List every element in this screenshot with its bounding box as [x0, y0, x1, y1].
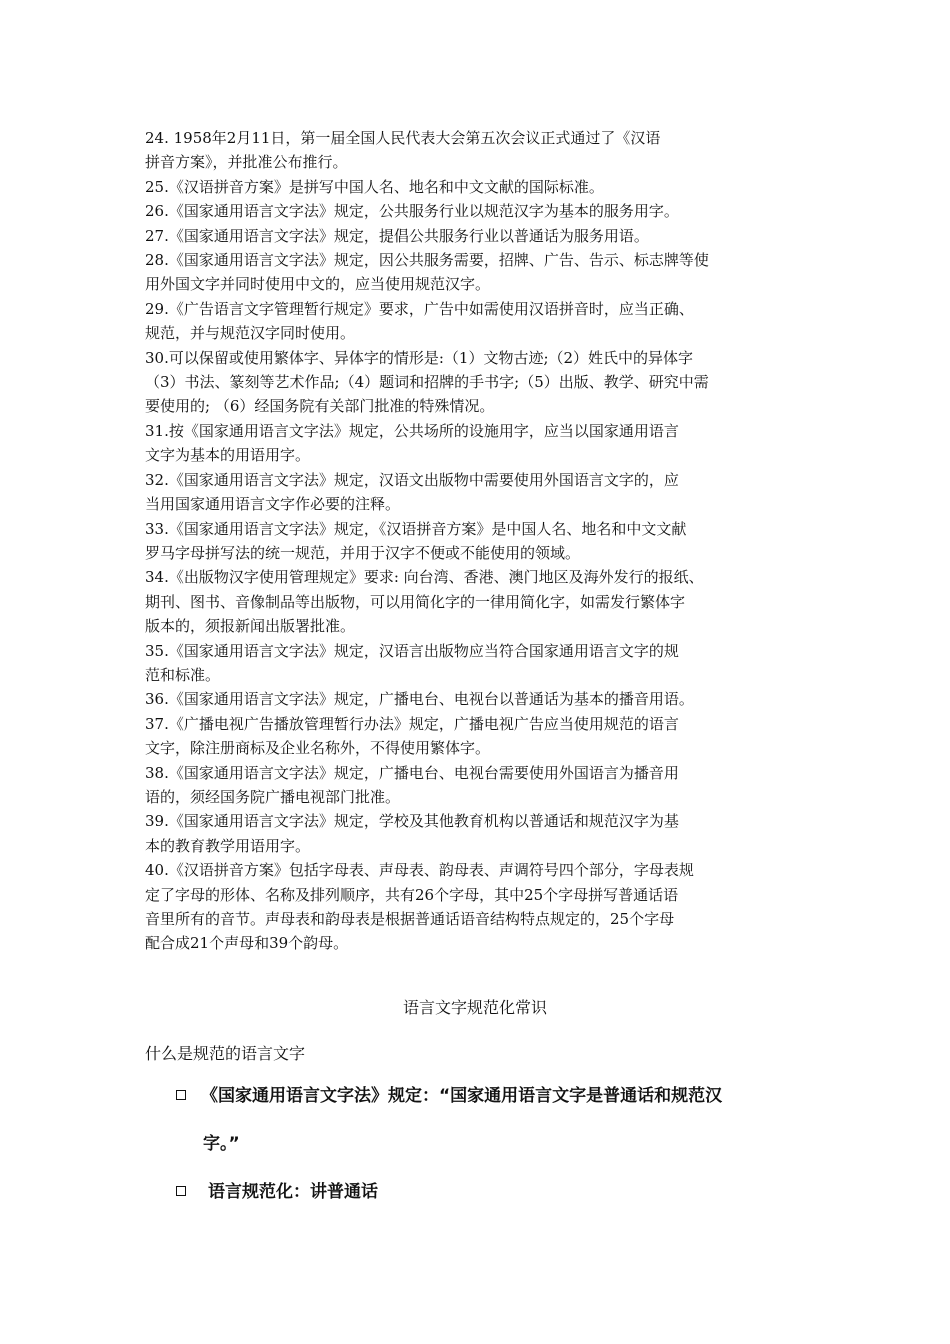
sub-title: 什么是规范的语言文字 — [145, 1044, 306, 1063]
list-item: 39.《国家通用语言文字法》规定，学校及其他教育机构以普通话和规范汉字为基 本的教育教学用语用字。 — [145, 812, 679, 855]
list-item: 24. 1958年2月11日，第一届全国人民代表大会第五次会议正式通过了《汉语 拼音方案》，并批准公布推行。 — [145, 129, 661, 172]
bullet-text-continuation: 字。” — [203, 1134, 240, 1154]
list-item: 26.《国家通用语言文字法》规定，公共服务行业以规范汉字为基本的服务用字。 — [145, 202, 679, 221]
list-item: 37.《广播电视广告播放管理暂行办法》规定，广播电视广告应当使用规范的语言 文字，除注册商标及企业名称外，不得使用繁体字。 — [145, 714, 679, 758]
list-item: 27.《国家通用语言文字法》规定，提倡公共服务行业以普通话为服务用语。 — [145, 226, 649, 245]
list-item: 25.《汉语拼音方案》是拼写中国人名、地名和中文文献的国际标准。 — [145, 177, 604, 196]
list-item: 31.按《国家通用语言文字法》规定，公共场所的设施用字，应当以国家通用语言 文字为基本的用语用字。 — [145, 421, 679, 465]
list-item: 33.《国家通用语言文字法》规定，《汉语拼音方案》是中国人名、地名和中文文献 罗马字母拼写法的统一规范，并用于汉字不便或不能使用的领域。 — [145, 519, 687, 562]
list-item: 28.《国家通用语言文字法》规定，因公共服务需要，招牌、广告、告示、标志牌等使 用外国文字并同时使用中文的，应当使用规范汉字。 — [145, 251, 709, 294]
list-item: 30.可以保留或使用繁体字、异体字的情形是:（1）文物古迹;（2）姓氏中的异体字 （3）书法、篆刻等艺术作品;（4）题词和招牌的手书字;（5）出版、教学、研究中需 要使用的; （6）经国务院有关部门批准的特殊情况。 — [145, 348, 709, 416]
list-item: 36.《国家通用语言文字法》规定，广播电台、电视台以普通话为基本的播音用语。 — [145, 690, 694, 709]
checkbox-square-icon — [176, 1090, 186, 1100]
list-item: 34.《出版物汉字使用管理规定》要求: 向台湾、香港、澳门地区及海外发行的报纸、 期刊、图书、音像制品等出版物，可以用简化字的一律用简化字，如需发行繁体字 版本的，须报新闻出版署批准。 — [145, 568, 704, 636]
list-item: 38.《国家通用语言文字法》规定，广播电台、电视台需要使用外国语言为播音用 语的，须经国务院广播电视部门批准。 — [145, 763, 679, 806]
list-item: 40.《汉语拼音方案》包括字母表、声母表、韵母表、声调符号四个部分，字母表规 定了字母的形体、名称及排列顺序，共有26个字母，其中25个字母拼写普通话语 音里所有的音节。声母表和韵母表是根据普通话语音结构特点规定的，25个字母 配合成21个声母和39个韵母。 — [145, 861, 694, 953]
section-title: 语言文字规范化常识 — [402, 998, 547, 1017]
list-item: 29.《广告语言文字管理暂行规定》要求，广告中如需使用汉语拼音时，应当正确、 规范，并与规范汉字同时使用。 — [145, 299, 694, 343]
list-item: 35.《国家通用语言文字法》规定，汉语言出版物应当符合国家通用语言文字的规 范和标准。 — [145, 641, 679, 684]
numbered-list — [145, 126, 810, 956]
checkbox-square-icon — [176, 1186, 186, 1196]
bullet-text: 语言规范化：讲普通话 — [208, 1182, 378, 1202]
list-item: 32.《国家通用语言文字法》规定，汉语文出版物中需要使用外国语言文字的，应 当用国家通用语言文字作必要的注释。 — [145, 470, 679, 514]
bullet-text: 《国家通用语言文字法》规定：“国家通用语言文字是普通话和规范汉 — [201, 1086, 723, 1106]
